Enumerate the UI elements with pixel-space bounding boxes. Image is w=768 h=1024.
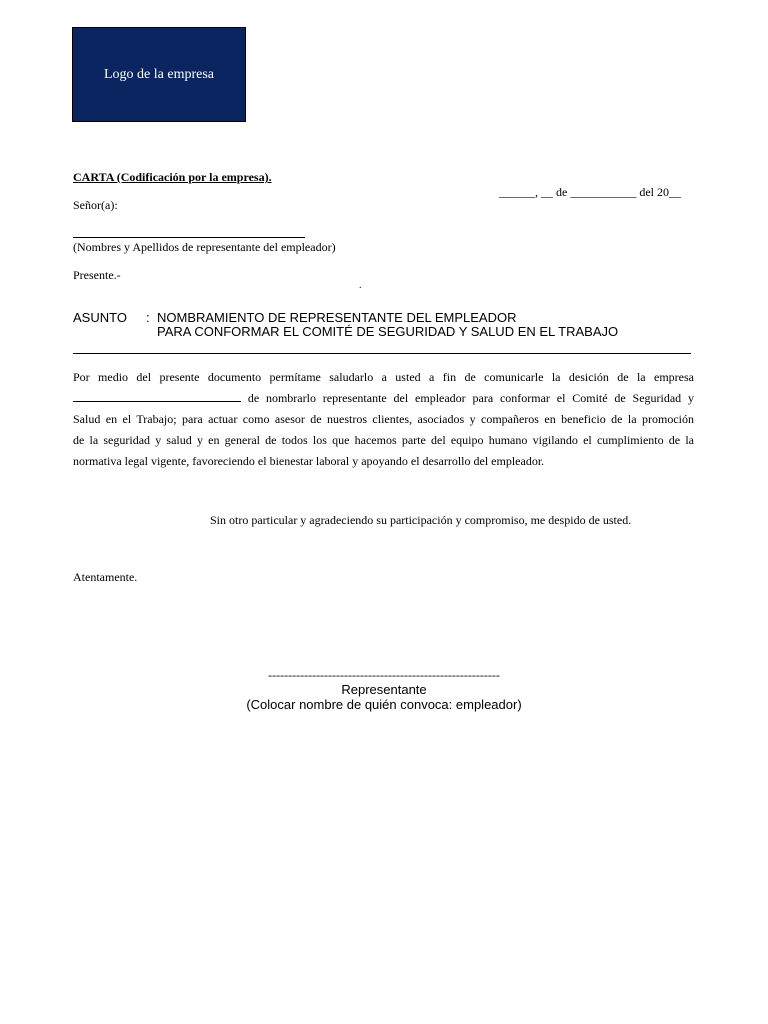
date-line: ______, __ de ___________ del 20__ xyxy=(499,185,681,199)
subject-colon: : xyxy=(146,310,150,325)
signature-dashes: ---------------------------------------------------------- xyxy=(268,668,500,682)
signature-title: Representante xyxy=(341,682,427,697)
closing-sentence: Sin otro particular y agradeciendo su participación y compromiso, me despido de usted. xyxy=(210,513,632,527)
body-line-1: Por medio del presente documento permítame saludarlo a usted a fin de comunicarle la desición de la empresa xyxy=(73,370,694,384)
company-logo-placeholder xyxy=(72,27,246,122)
subject-line-1: NOMBRAMIENTO DE REPRESENTANTE DEL EMPLEADOR xyxy=(157,310,517,325)
stray-dot: . xyxy=(359,280,362,291)
body-line-5: normativa legal vigente, favoreciendo el bienestar laboral y apoyando el desarrollo del empleador. xyxy=(73,454,545,468)
presente-text: Presente.- xyxy=(73,268,121,282)
subject-divider xyxy=(73,353,691,354)
subject-line-2: PARA CONFORMAR EL COMITÉ DE SEGURIDAD Y SALUD EN EL TRABAJO xyxy=(157,324,619,339)
company-name-blank xyxy=(73,391,241,402)
letter-code-heading: CARTA (Codificación por la empresa). xyxy=(73,170,272,184)
recipient-caption: (Nombres y Apellidos de representante del empleador) xyxy=(73,240,336,254)
body-line-3: Salud en el Trabajo; para actuar como asesor de nuestros clientes, asociados y compañeros en beneficio de la promoción xyxy=(73,412,694,426)
logo-text: Logo de la empresa xyxy=(103,66,214,82)
recipient-name-line xyxy=(73,237,305,238)
body-line-2 xyxy=(73,391,694,406)
body-line-2-text: de nombrarlo representante del empleador para conformar el Comité de Seguridad y xyxy=(247,391,694,405)
body-line-4: de la seguridad y salud y en general de todos los que hacemos parte del equipo humano vigilando el cumplimiento de la xyxy=(73,433,694,447)
salutation: Señor(a): xyxy=(73,198,118,212)
subject-label: ASUNTO xyxy=(73,310,127,325)
farewell: Atentamente. xyxy=(73,570,138,584)
signature-note: (Colocar nombre de quién convoca: empleador) xyxy=(246,697,522,712)
